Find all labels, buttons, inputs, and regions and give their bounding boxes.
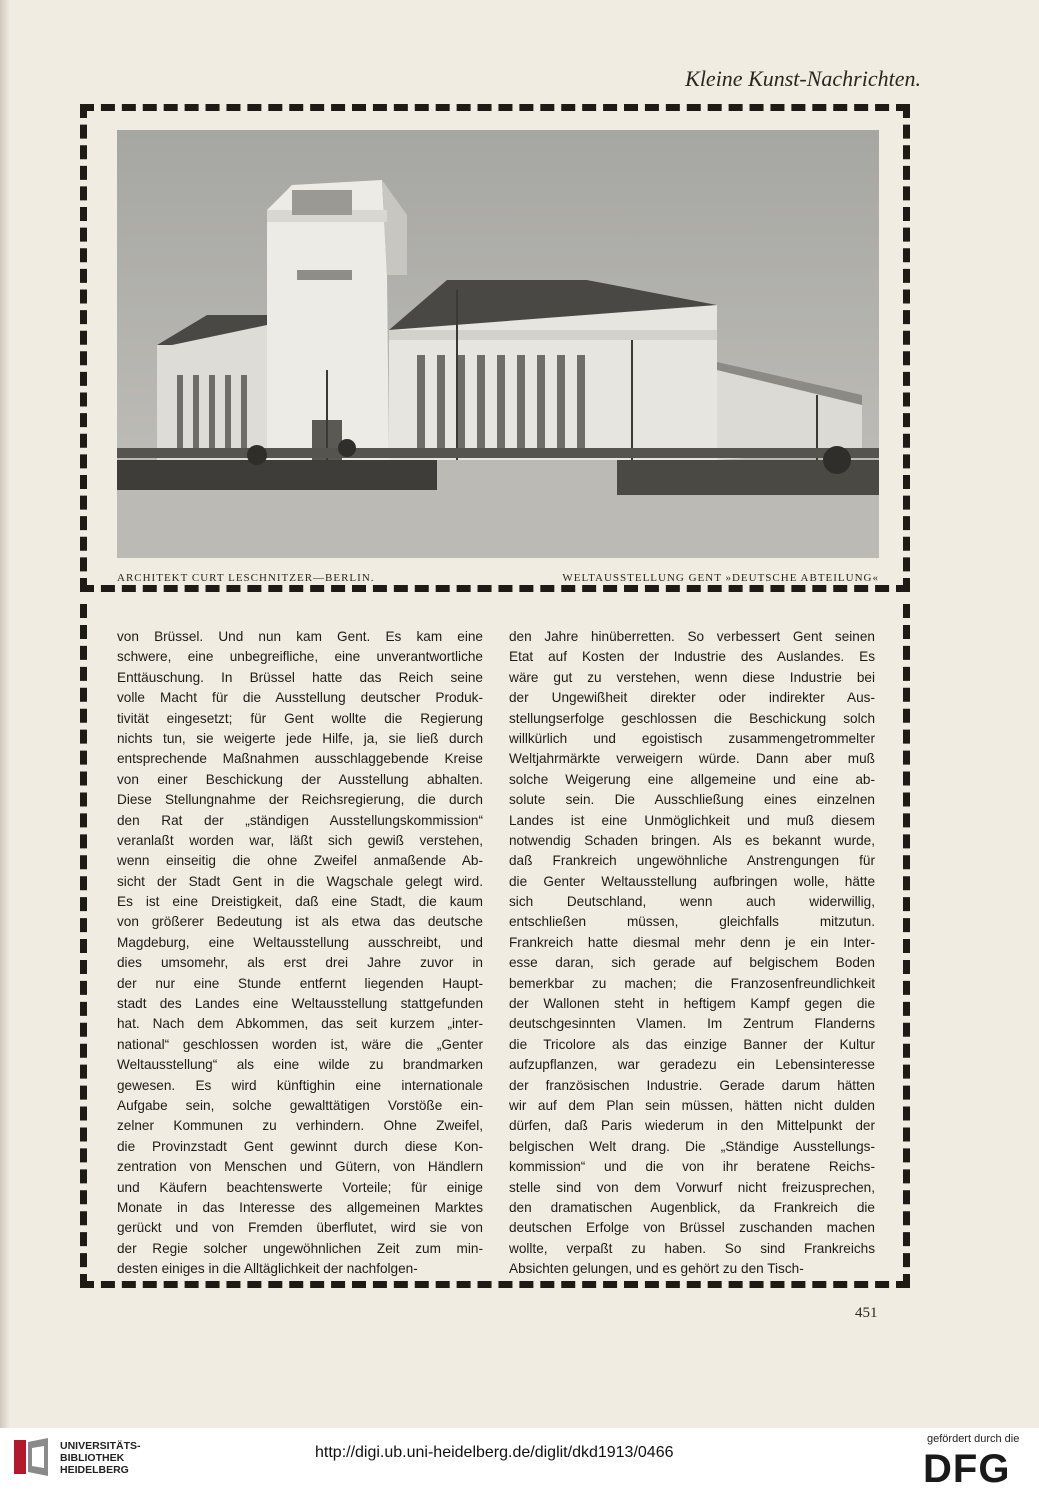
text-line: sich Deutschland, wenn auch widerwillig,	[509, 894, 875, 910]
text-line: wäre gut zu verstehen, wenn diese Industrie bei	[509, 669, 875, 685]
page-edge	[0, 0, 10, 1499]
text-line: hat. Nach dem Abkommen, das seit kurzem „inter-	[117, 1016, 483, 1032]
library-line: BIBLIOTHEK	[60, 1452, 125, 1464]
text-line: tivität eingesetzt; für Gent wollte die Regierung	[117, 710, 483, 726]
text-line: die Provinzstadt Gent gewinnt durch diese Kon-	[117, 1138, 483, 1154]
text-line: bemerkbar zu machen; die Franzosenfreundlichkeit	[509, 975, 875, 991]
text-line: Monate in das Interesse des allgemeinen Marktes	[117, 1199, 483, 1215]
text-line: desten einiges in die Alltäglichkeit der nachfolgen-	[117, 1261, 418, 1277]
text-line: den Rat der „ständigen Ausstellungskommission“	[117, 812, 483, 828]
funding-label: gefördert durch die	[927, 1433, 1020, 1445]
text-line: Diese Stellungnahme der Reichsregierung, die durch	[117, 792, 483, 808]
text-line: der Regie solcher ungewöhnlichen Zeit zum min-	[117, 1240, 483, 1256]
text-line: die Tricolore als das einzige Banner der Kultur	[509, 1036, 875, 1052]
text-line: solche Weigerung eine allgemeine und eine ab-	[509, 771, 875, 787]
text-line: schwere, eine unbegreifliche, eine unverantwortliche	[117, 649, 483, 665]
text-column-left	[117, 627, 483, 1280]
text-line: esse daran, sich gerade auf belgischem Boden	[509, 955, 875, 971]
text-line: national“ geschlossen worden ist, wäre die „Genter	[117, 1036, 483, 1052]
text-line: von einer Beschickung der Ausstellung abhalten.	[117, 771, 483, 787]
text-line: solute sein. Die Ausschließung eines einzelnen	[509, 792, 875, 808]
text-line: dürfen, daß Paris wiederum in den Mittelpunkt der	[509, 1118, 875, 1134]
text-line: den dramatischen Augenblick, da Frankreich die	[509, 1199, 875, 1215]
text-line: der Wallonen steht in heftigem Kampf gegen die	[509, 996, 875, 1012]
text-line: entschließen müssen, gleichfalls mitzutun.	[509, 914, 875, 930]
text-line: wollte, verpaßt zu haben. So sind Frankreichs	[509, 1240, 875, 1256]
text-line: wir auf dem Plan sein müssen, hätten nicht dulden	[509, 1097, 875, 1113]
text-line: Landes ist eine Unmöglichkeit und muß diesem	[509, 812, 875, 828]
page-number: 451	[855, 1305, 878, 1321]
text-line: Frankreich hatte diesmal mehr denn je ein Inter-	[509, 934, 875, 950]
text-line: stellungserfolge geschlossen die Beschickung solch	[509, 710, 875, 726]
text-line: die Genter Weltausstellung aufbringen wolle, hätte	[509, 873, 875, 889]
text-line: Weltausstellung“ als eine wilde zu brandmarken	[117, 1057, 483, 1073]
text-line: der französischen Industrie. Gerade darum hätten	[509, 1077, 875, 1093]
text-line: aufzupflanzen, war geradezu ein Lebensinteresse	[509, 1057, 875, 1073]
text-line: der Ungewißheit direkter oder indirekter Aus-	[509, 690, 875, 706]
text-column-right	[509, 627, 875, 1280]
text-line: stadt des Landes eine Weltausstellung stattgefunden	[117, 996, 483, 1012]
text-line: Es ist eine Dreistigkeit, daß eine Stadt, die kaum	[117, 894, 483, 910]
text-line: von größerer Bedeutung ist als etwa das deutsche	[117, 914, 483, 930]
text-line: gewesen. Es wird künftighin eine internationale	[117, 1077, 483, 1093]
library-line: HEIDELBERG	[60, 1464, 129, 1476]
text-line: Magdeburg, eine Weltausstellung ausschreibt, und	[117, 934, 483, 950]
university-library-logo-icon	[12, 1436, 52, 1478]
text-line: Weltjahrmärkte verweigern würde. Dann aber muß	[509, 751, 875, 767]
running-head: Kleine Kunst-Nachrichten.	[685, 66, 921, 91]
university-library-name	[60, 1440, 141, 1476]
text-line: Aufgabe sein, solche gewalttätigen Vorstöße ein-	[117, 1097, 483, 1113]
text-line: kommission“ und die von ihr beratene Reichs-	[509, 1159, 875, 1175]
text-line: der nur eine Stunde entfernt liegenden Haupt-	[117, 975, 483, 991]
text-line: stelle sind von dem Vorwurf nicht freizusprechen,	[509, 1179, 875, 1195]
text-line: belgischen Welt drang. Die „Ständige Ausstellungs-	[509, 1138, 875, 1154]
text-line: entsprechende Maßnahmen ausschlaggebende Kreise	[117, 751, 483, 767]
text-line: zentration von Menschen und Gütern, von Händlern	[117, 1159, 483, 1175]
dfg-logo: DFG	[923, 1447, 1011, 1491]
text-line: von Brüssel. Und nun kam Gent. Es kam eine	[117, 629, 483, 644]
text-line: daß Frankreich ungewöhnliche Anstrengungen für	[509, 853, 875, 869]
permalink-url[interactable]: http://digi.ub.uni-heidelberg.de/diglit/dkd1913/0466	[315, 1444, 674, 1461]
text-line: zelner Kommunen zu verhindern. Ohne Zweifel,	[117, 1118, 483, 1134]
text-line: und Käufern beachtenswerte Vorteile; für einige	[117, 1179, 483, 1195]
text-line: sicht der Stadt Gent in die Wagschale gelegt wird.	[117, 873, 483, 889]
text-line: Enttäuschung. In Brüssel hatte das Reich seine	[117, 669, 483, 685]
text-line: gerückt und von Fremden überflutet, wird sie von	[117, 1220, 483, 1236]
pavilion-illustration	[117, 130, 879, 558]
text-line: Absichten gelungen, und es gehört zu den Tisch-	[509, 1261, 804, 1277]
figure-caption-architect: ARCHITEKT CURT LESCHNITZER—BERLIN.	[117, 572, 375, 584]
text-line: deutschen Erfolge von Brüssel zuschanden machen	[509, 1220, 875, 1236]
figure-caption-location: WELTAUSSTELLUNG GENT »DEUTSCHE ABTEILUNG«	[562, 572, 879, 584]
text-line: nichts tun, sie weigerte jede Hilfe, ja, sie ließ durch	[117, 730, 483, 746]
text-line: notwendig Schaden bringen. Als es bekannt wurde,	[509, 832, 875, 848]
library-line: UNIVERSITÄTS-	[60, 1440, 141, 1452]
text-line: willkürlich und egoistisch zusammengetrommelter	[509, 730, 875, 746]
text-line: volle Macht für die Ausstellung deutscher Produk-	[117, 690, 483, 706]
text-line: veranlaßt worden war, läßt sich gewiß verstehen,	[117, 832, 483, 848]
text-line: dies umsomehr, als erst drei Jahre zuvor in	[117, 955, 483, 971]
exhibition-photo	[117, 130, 879, 558]
text-line: den Jahre hinüberretten. So verbessert Gent seinen	[509, 629, 875, 644]
footer-bar	[0, 1428, 1039, 1499]
text-line: Etat auf Kosten der Industrie des Auslandes. Es	[509, 649, 875, 665]
text-line: wenn einseitig die ohne Zweifel anmaßende Ab-	[117, 853, 483, 869]
text-line: deutschgesinnten Vlamen. Im Zentrum Flanderns	[509, 1016, 875, 1032]
